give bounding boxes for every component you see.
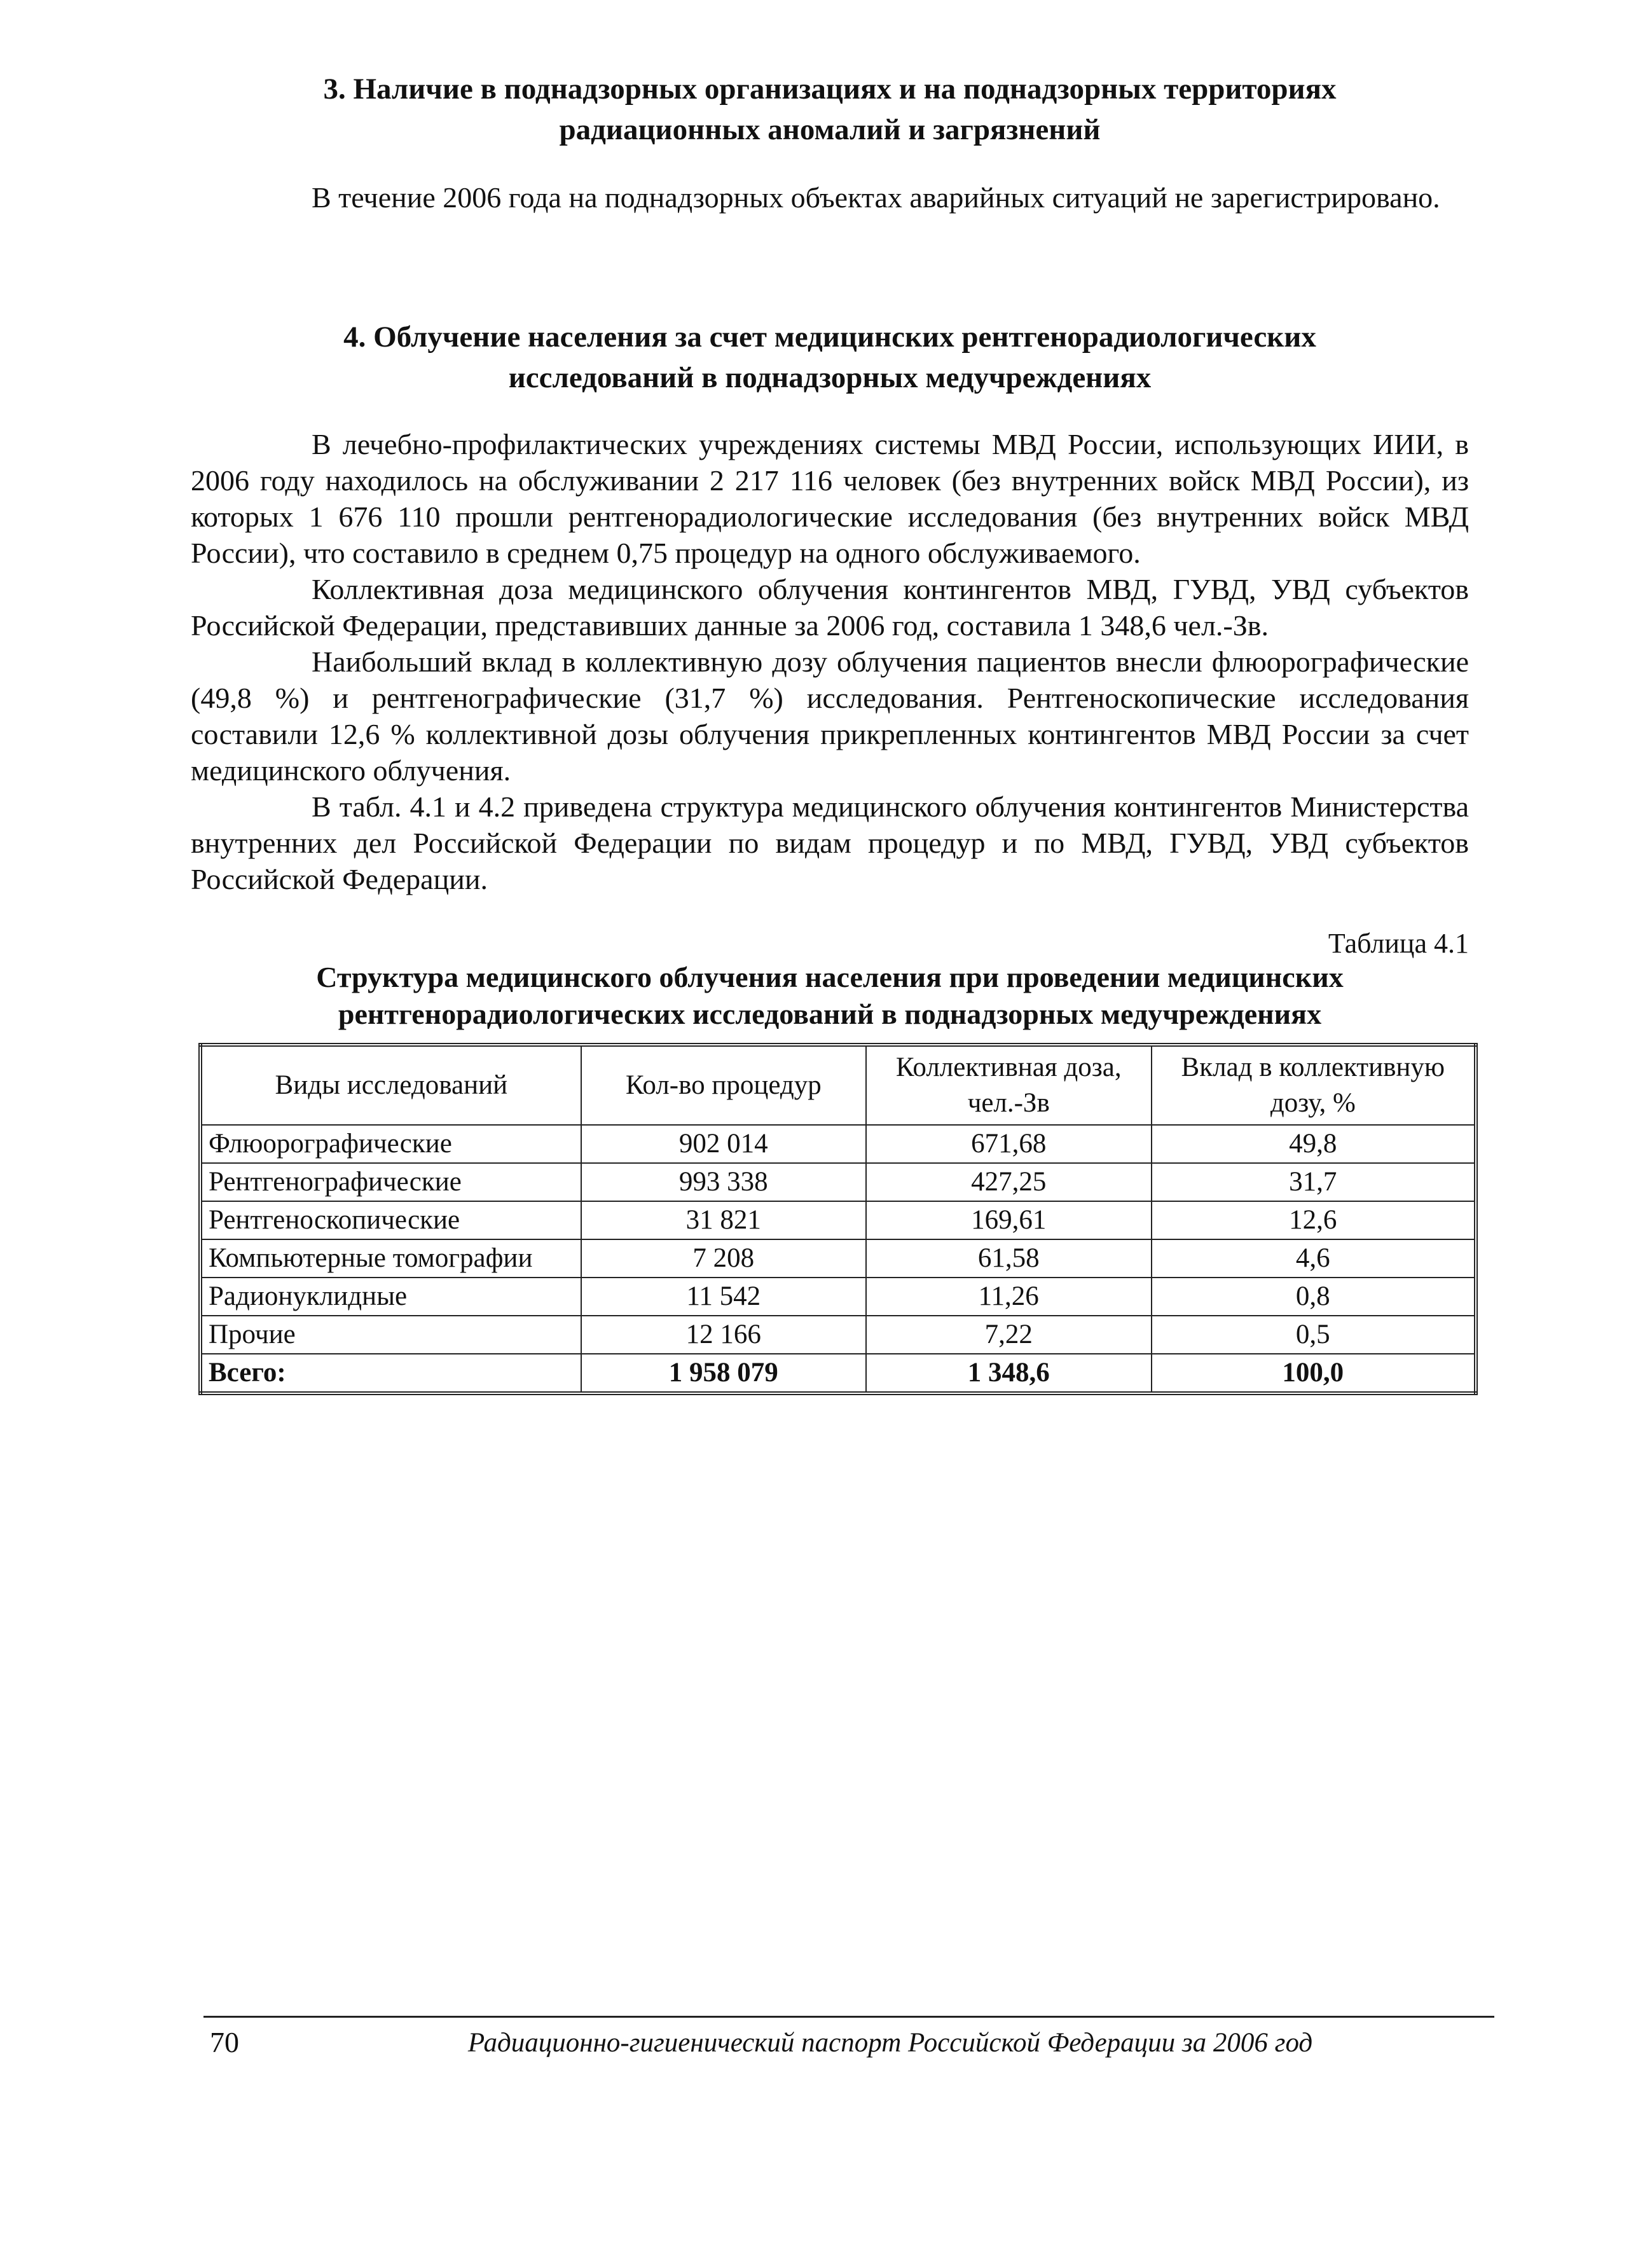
table-title xyxy=(191,959,1469,1033)
cell-dose-contribution: 12,6 xyxy=(1152,1201,1476,1239)
section-4-body xyxy=(191,426,1469,897)
cell-collective-dose: 671,68 xyxy=(866,1125,1152,1163)
cell-procedure-count: 902 014 xyxy=(581,1125,866,1163)
cell-study-type: Рентгеноскопические xyxy=(200,1201,581,1239)
header-dose-contribution: Вклад в коллективную дозу, % xyxy=(1152,1045,1476,1125)
header-collective-dose: Коллективная доза, чел.-Зв xyxy=(866,1045,1152,1125)
cell-procedure-count: 31 821 xyxy=(581,1201,866,1239)
cell-procedure-count: 12 166 xyxy=(581,1316,866,1354)
table-total-row xyxy=(200,1354,1476,1393)
cell-dose-contribution: 4,6 xyxy=(1152,1239,1476,1278)
page-number: 70 xyxy=(210,2026,239,2058)
cell-collective-dose: 61,58 xyxy=(866,1239,1152,1278)
section-4-paragraph-1: В лечебно-профилактических учреждениях системы МВД России, использующих ИИИ, в 2006 году находилось на обслуживании 2 217 116 человек (без внутренних войск МВД России), из которых 1 676 110 прошли рентгенорадиологические исследования (без внутренних войск МВД России), что составило в среднем 0,75 процедур на одного обслуживаемого. xyxy=(191,428,1469,569)
section-4-paragraph-3: Наибольший вклад в коллективную дозу облучения пациентов внесли флюорографические (49,8 %) и рентгенографические (31,7 %) исследования. Рентгеноскопические исследования составили 12,6 % коллективной дозы облучения прикрепленных контингентов МВД России за счет медицинского облучения. xyxy=(191,645,1469,787)
table-number-label: Таблица 4.1 xyxy=(1328,928,1469,959)
cell-study-type: Компьютерные томографии xyxy=(200,1239,581,1278)
section-3-heading-line1: 3. Наличие в поднадзорных организациях и на поднадзорных территориях xyxy=(323,72,1337,106)
section-3-paragraph: В течение 2006 года на поднадзорных объектах аварийных ситуаций не зарегистрировано. xyxy=(312,181,1440,214)
cell-dose-contribution: 0,8 xyxy=(1152,1278,1476,1316)
exposure-structure-table xyxy=(198,1043,1478,1395)
table-row xyxy=(200,1201,1476,1239)
footer-divider xyxy=(203,2016,1494,2018)
cell-total-dose-contribution: 100,0 xyxy=(1152,1354,1476,1393)
table-row xyxy=(200,1239,1476,1278)
section-3-heading xyxy=(191,69,1469,150)
cell-procedure-count: 11 542 xyxy=(581,1278,866,1316)
cell-collective-dose: 7,22 xyxy=(866,1316,1152,1354)
cell-collective-dose: 169,61 xyxy=(866,1201,1152,1239)
cell-dose-contribution: 0,5 xyxy=(1152,1316,1476,1354)
cell-study-type: Рентгенографические xyxy=(200,1163,581,1201)
header-procedure-count: Кол-во процедур xyxy=(581,1045,866,1125)
cell-dose-contribution: 49,8 xyxy=(1152,1125,1476,1163)
cell-total-procedure-count: 1 958 079 xyxy=(581,1354,866,1393)
header-study-type: Виды исследований xyxy=(200,1045,581,1125)
cell-procedure-count: 7 208 xyxy=(581,1239,866,1278)
cell-study-type: Флюорографические xyxy=(200,1125,581,1163)
cell-collective-dose: 11,26 xyxy=(866,1278,1152,1316)
cell-procedure-count: 993 338 xyxy=(581,1163,866,1201)
section-4-heading-line1: 4. Облучение населения за счет медицинских рентгенорадиологических xyxy=(343,320,1316,354)
section-3-heading-line2: радиационных аномалий и загрязнений xyxy=(559,113,1101,146)
cell-total-collective-dose: 1 348,6 xyxy=(866,1354,1152,1393)
cell-collective-dose: 427,25 xyxy=(866,1163,1152,1201)
cell-dose-contribution: 31,7 xyxy=(1152,1163,1476,1201)
cell-study-type: Радионуклидные xyxy=(200,1278,581,1316)
table-row xyxy=(200,1316,1476,1354)
table-header-row xyxy=(200,1045,1476,1125)
section-4-heading-line2: исследований в поднадзорных медучреждениях xyxy=(508,361,1152,394)
table-row xyxy=(200,1163,1476,1201)
table-title-line1: Структура медицинского облучения населения при проведении медицинских xyxy=(316,961,1344,993)
cell-total-label: Всего: xyxy=(200,1354,581,1393)
table-row xyxy=(200,1278,1476,1316)
cell-study-type: Прочие xyxy=(200,1316,581,1354)
table-title-line2: рентгенорадиологических исследований в поднадзорных медучреждениях xyxy=(338,998,1322,1030)
running-title: Радиационно-гигиенический паспорт Российской Федерации за 2006 год xyxy=(467,2028,1313,2058)
section-4-paragraph-2: Коллективная доза медицинского облучения контингентов МВД, ГУВД, УВД субъектов Российской Федерации, представивших данные за 2006 год, составила 1 348,6 чел.-Зв. xyxy=(191,573,1469,642)
section-4-paragraph-4: В табл. 4.1 и 4.2 приведена структура медицинского облучения контингентов Министерства внутренних дел Российской Федерации по видам процедур и по МВД, ГУВД, УВД субъектов Российской Федерации. xyxy=(191,790,1469,895)
table-row xyxy=(200,1125,1476,1163)
section-4-heading xyxy=(191,317,1469,398)
